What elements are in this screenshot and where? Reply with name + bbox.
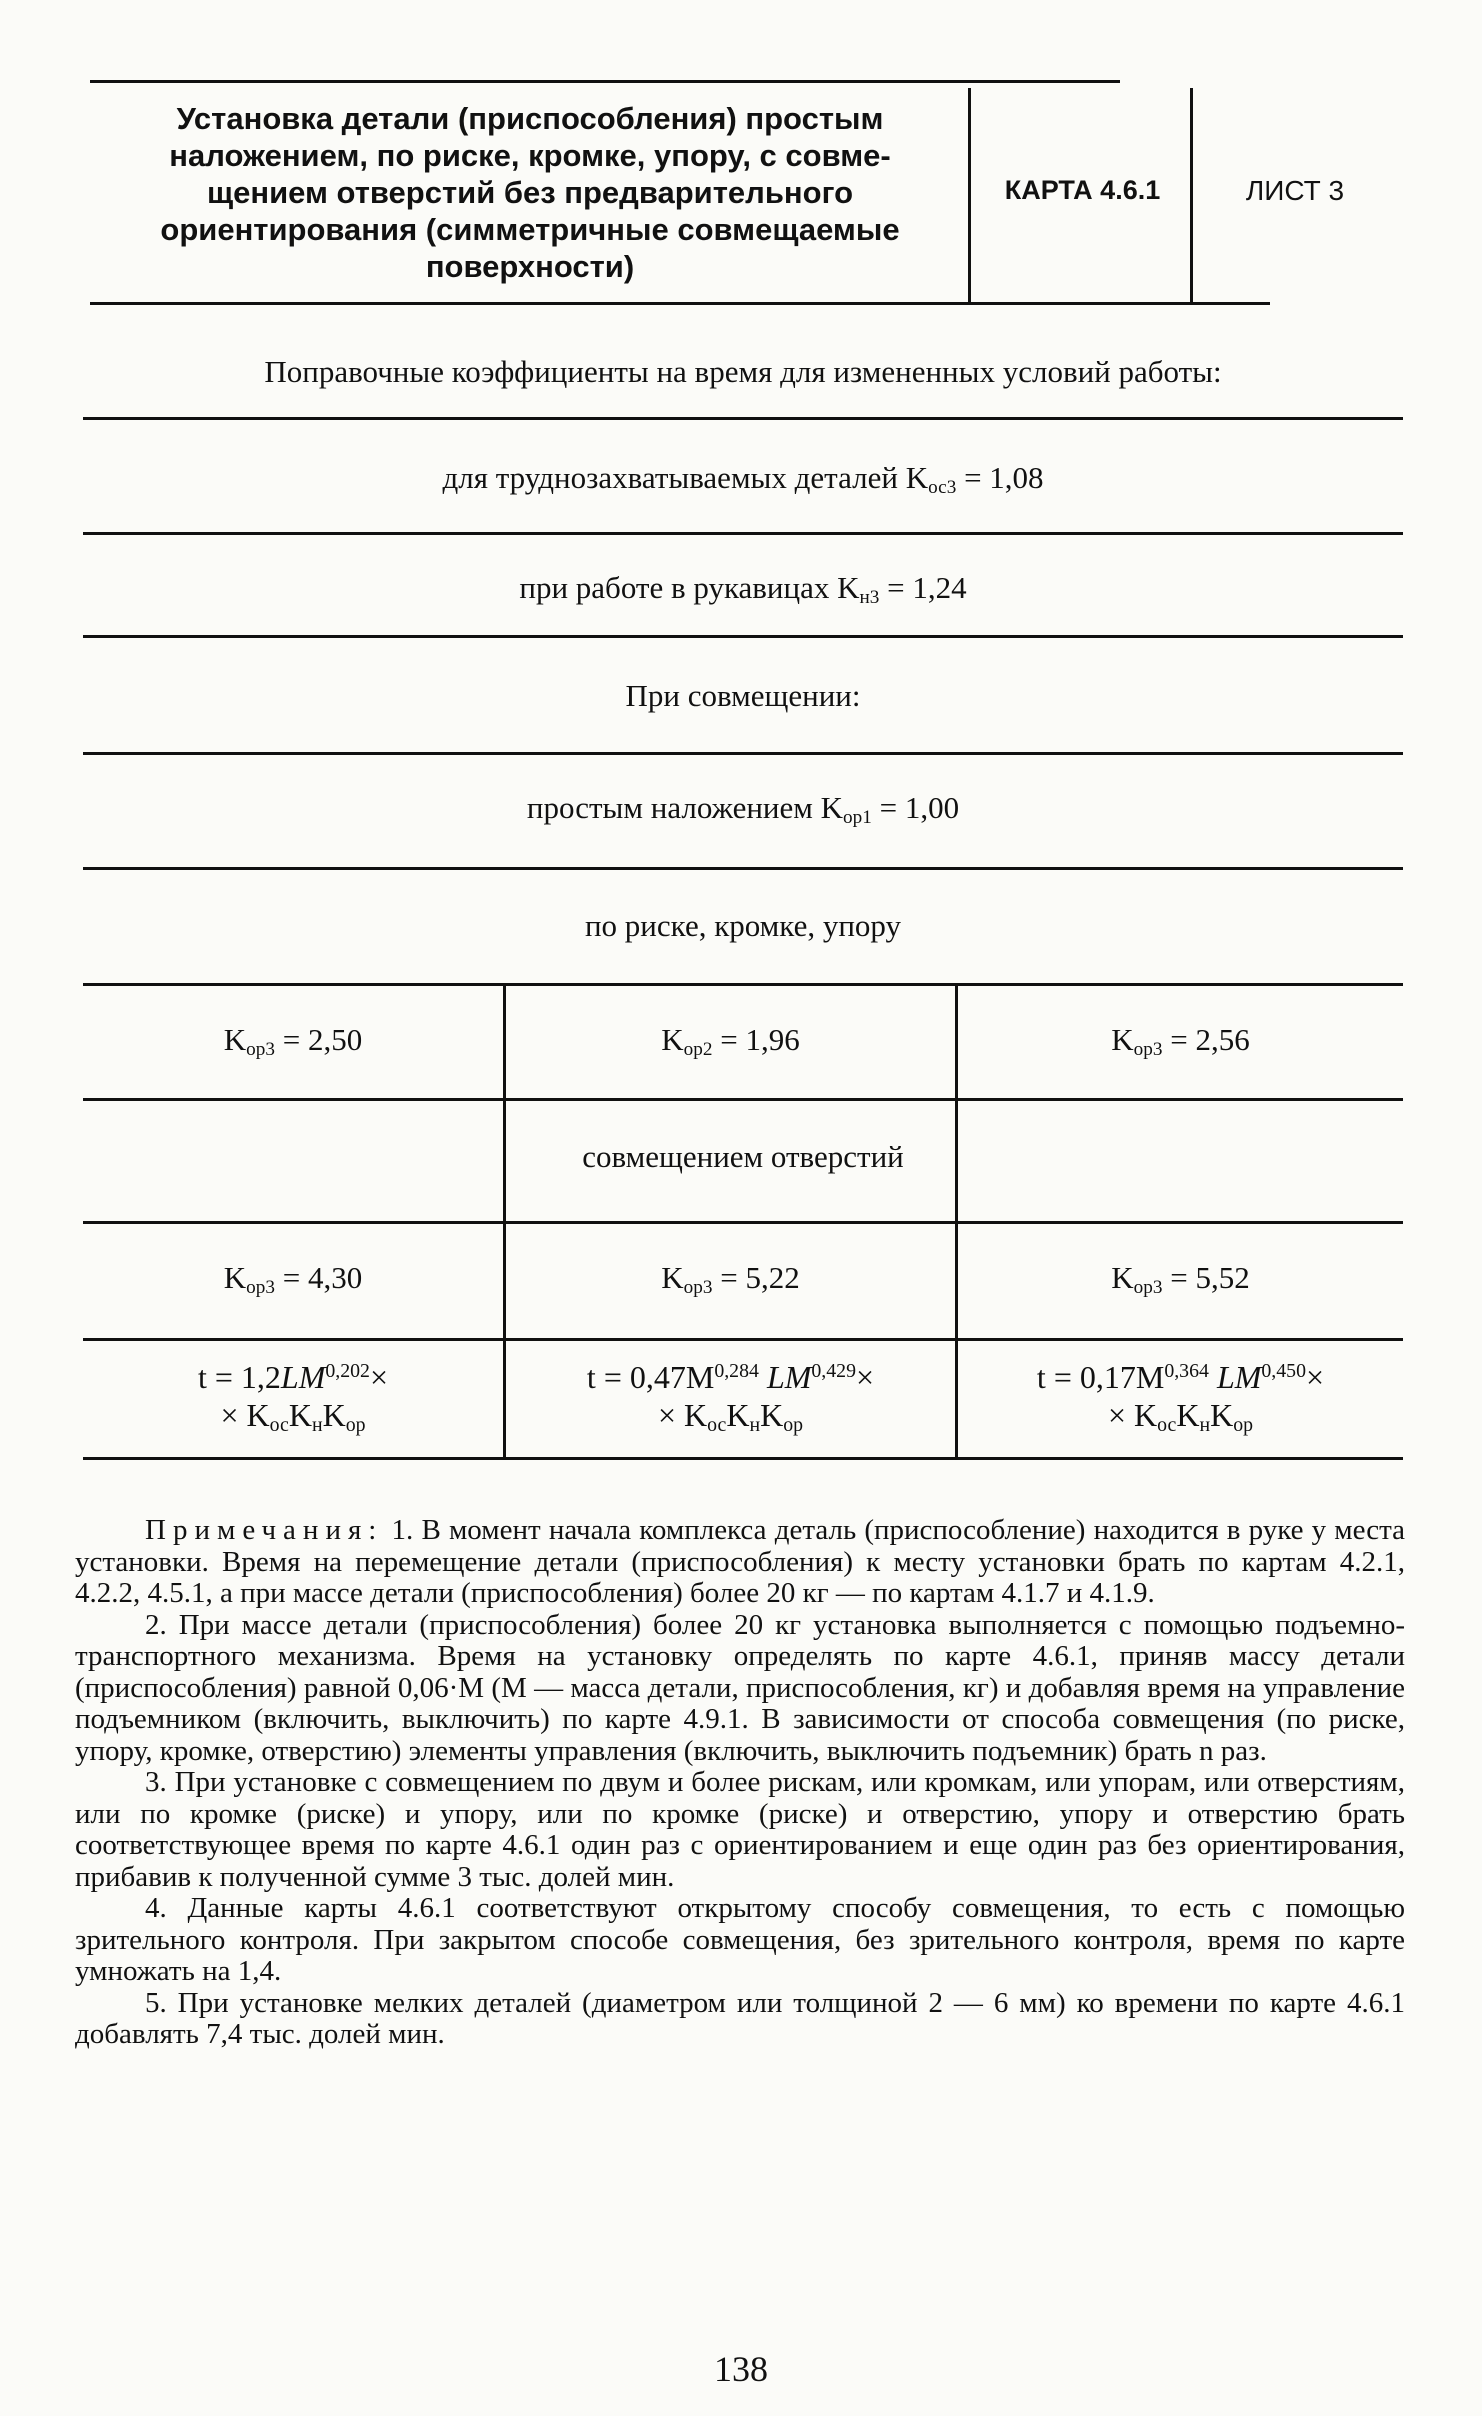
corrections-heading: Поправочные коэффициенты на время для измененных условий работы: xyxy=(264,354,1222,389)
coef-subscript: ор3 xyxy=(683,1276,713,1298)
formula-subscript: н xyxy=(311,1413,323,1436)
formula-times: × xyxy=(1306,1359,1325,1395)
formula-factor: × K xyxy=(1107,1397,1158,1433)
coef-label: K xyxy=(223,1022,247,1057)
formula-factor: × K xyxy=(220,1397,270,1433)
formula-coef: t = 1,2 xyxy=(197,1359,281,1395)
coef-subscript: ор3 xyxy=(246,1038,275,1060)
formula-exponent: 0,429 xyxy=(811,1360,857,1383)
by-mark-value xyxy=(83,1020,503,1060)
formula-subscript: ос xyxy=(1157,1413,1177,1436)
coef-subscript: ор2 xyxy=(683,1038,713,1060)
card-title-line: ориентирования (симметричные совмещаемые xyxy=(160,212,900,247)
table-bottom-rule xyxy=(83,1457,1403,1460)
row-rule xyxy=(83,983,1403,986)
formula-times: × xyxy=(856,1359,875,1395)
coef-value: = 2,50 xyxy=(274,1022,363,1057)
row-rule xyxy=(83,532,1403,535)
formula-var: LM xyxy=(766,1359,812,1395)
note-text: 1. В момент начала комплекса деталь (приспособление) находится в руке у места установки. Время на перемещение детали (приспособления) к месту установки брать по картам 4.2.1, 4.2.2, 4.5.1, а при массе детали (приспособления) более 20 кг — по картам 4.1.7 и 4.1.9. xyxy=(75,1514,1406,1609)
coef-value: = 5,22 xyxy=(712,1260,800,1295)
formula-exponent: 0,450 xyxy=(1261,1360,1307,1383)
gloves-coefficient xyxy=(83,568,1403,608)
formula-factor: K xyxy=(1176,1397,1200,1433)
row-rule xyxy=(83,1338,1403,1341)
row-rule xyxy=(83,1098,1403,1101)
formula-subscript: н xyxy=(749,1413,761,1436)
card-title-line: Установка детали (приспособления) простым xyxy=(176,101,884,136)
header-top-rule xyxy=(90,80,1120,83)
note-item: 5. При установке мелких деталей (диаметром или толщиной 2 — 6 мм) ко времени по карте 4.6.1 добавлять 7,4 тыс. долей мин. xyxy=(75,1986,1405,2050)
coef-value: = 1,24 xyxy=(879,570,967,605)
coef-label: K xyxy=(1111,1260,1134,1295)
row-rule xyxy=(83,867,1403,870)
formula-factor: × K xyxy=(657,1397,708,1433)
formula-coef: t = 0,47M xyxy=(586,1359,715,1395)
alignment-heading: При совмещении: xyxy=(625,678,861,713)
formula-subscript: ос xyxy=(269,1413,289,1436)
coef-subscript: ор1 xyxy=(843,806,872,828)
coef-value: = 4,30 xyxy=(274,1260,363,1295)
holes-value xyxy=(506,1258,955,1298)
holes-value xyxy=(958,1258,1403,1298)
coef-label: для труднозахватываемых деталей K xyxy=(442,460,929,495)
formula-factor: K xyxy=(322,1397,346,1433)
formula-exponent: 0,364 xyxy=(1164,1360,1209,1383)
header-divider-1 xyxy=(968,88,971,303)
coef-subscript: ос3 xyxy=(928,476,957,498)
header-bottom-rule xyxy=(90,302,1270,305)
by-mark-value xyxy=(506,1020,955,1060)
coef-subscript: ор3 xyxy=(1133,1038,1163,1060)
formula-subscript: ор xyxy=(783,1413,804,1436)
card-title xyxy=(95,100,965,285)
coef-value: = 5,52 xyxy=(1162,1260,1250,1295)
coef-label: K xyxy=(661,1260,684,1295)
coef-subscript: н3 xyxy=(859,586,880,608)
page-number: 138 xyxy=(714,2349,768,2389)
coef-label: при работе в рукавицах K xyxy=(519,570,860,605)
coef-label: K xyxy=(223,1260,247,1295)
time-formula xyxy=(506,1358,955,1434)
coef-value: = 1,96 xyxy=(712,1022,800,1057)
coef-label: K xyxy=(661,1022,684,1057)
notes xyxy=(75,1515,1405,2051)
card-number: КАРТА 4.6.1 xyxy=(1004,175,1161,205)
row-rule xyxy=(83,752,1403,755)
note-item: 3. При установке с совмещением по двум и более рискам, или кромкам, или упорам, или отверстиям, или по кромке (риске) и упору, или по кромке (риске) и отверстию, упору и отверстию брать соответствующее время по карте 4.6.1 один раз с ориентированием и еще один раз без ориентирования, прибавив к полученной сумме 3 тыс. долей мин. xyxy=(75,1766,1405,1893)
formula-times: × xyxy=(369,1359,389,1395)
formula-subscript: ор xyxy=(1233,1413,1254,1436)
coef-subscript: ор3 xyxy=(1133,1276,1163,1298)
coef-label: простым наложением K xyxy=(526,790,844,825)
coef-value: = 1,00 xyxy=(871,790,960,825)
formula-factor: K xyxy=(288,1397,312,1433)
simple-placement-coefficient xyxy=(83,788,1403,828)
formula-var: LM xyxy=(1216,1359,1262,1395)
note-item: 2. При массе детали (приспособления) более 20 кг установка выполняется с помощью подъемно-транспортного механизма. Время на установку определять по карте 4.6.1, приняв массу детали (приспособления) равной 0,06·M (M — масса детали, приспособления, кг) и добавляя время на управление подъемником (включить, выключить) по карте 4.9.1. В зависимости от способа совмещения (по риске, упору, кромке, отверстию) элементы управления (включить, выключить подъемник) брать n раз. xyxy=(75,1608,1405,1767)
formula-factor: K xyxy=(760,1397,784,1433)
header-divider-2 xyxy=(1190,88,1193,303)
coef-value: = 2,56 xyxy=(1162,1022,1250,1057)
coef-value: = 1,08 xyxy=(956,460,1044,495)
time-formula xyxy=(958,1358,1403,1434)
note-item xyxy=(75,1515,1405,1610)
hard-to-grip-coefficient xyxy=(83,458,1403,498)
row-rule xyxy=(83,1221,1403,1224)
formula-coef: t = 0,17M xyxy=(1036,1359,1165,1395)
coef-subscript: ор3 xyxy=(246,1276,275,1298)
formula-subscript: ор xyxy=(345,1413,366,1436)
formula-subscript: ос xyxy=(707,1413,727,1436)
formula-exponent: 0,202 xyxy=(325,1360,370,1383)
by-mark-heading: по риске, кромке, упору xyxy=(584,908,902,943)
by-mark-value xyxy=(958,1020,1403,1060)
time-formula xyxy=(83,1358,503,1434)
formula-factor: K xyxy=(1210,1397,1234,1433)
notes-label: Примечания: xyxy=(145,1514,384,1546)
row-rule xyxy=(83,417,1403,420)
holes-value xyxy=(83,1258,503,1298)
card-title-line: поверхности) xyxy=(425,249,635,284)
card-title-line: наложением, по риске, кромке, упору, с совме- xyxy=(169,138,891,173)
holes-heading: совмещением отверстий xyxy=(582,1139,904,1174)
formula-var: LM xyxy=(280,1359,326,1395)
sheet-number: ЛИСТ 3 xyxy=(1245,175,1345,206)
formula-factor: K xyxy=(726,1397,750,1433)
row-rule xyxy=(83,635,1403,638)
card-title-line: щением отверстий без предварительного xyxy=(206,175,854,210)
note-item: 4. Данные карты 4.6.1 соответствуют открытому способу совмещения, то есть с помощью зрительного контроля. При закрытом способе совмещения, без зрительного контроля, время по карте умножать на 1,4. xyxy=(75,1892,1405,1987)
coef-label: K xyxy=(1111,1022,1134,1057)
formula-exponent: 0,284 xyxy=(714,1360,759,1383)
formula-subscript: н xyxy=(1199,1413,1211,1436)
